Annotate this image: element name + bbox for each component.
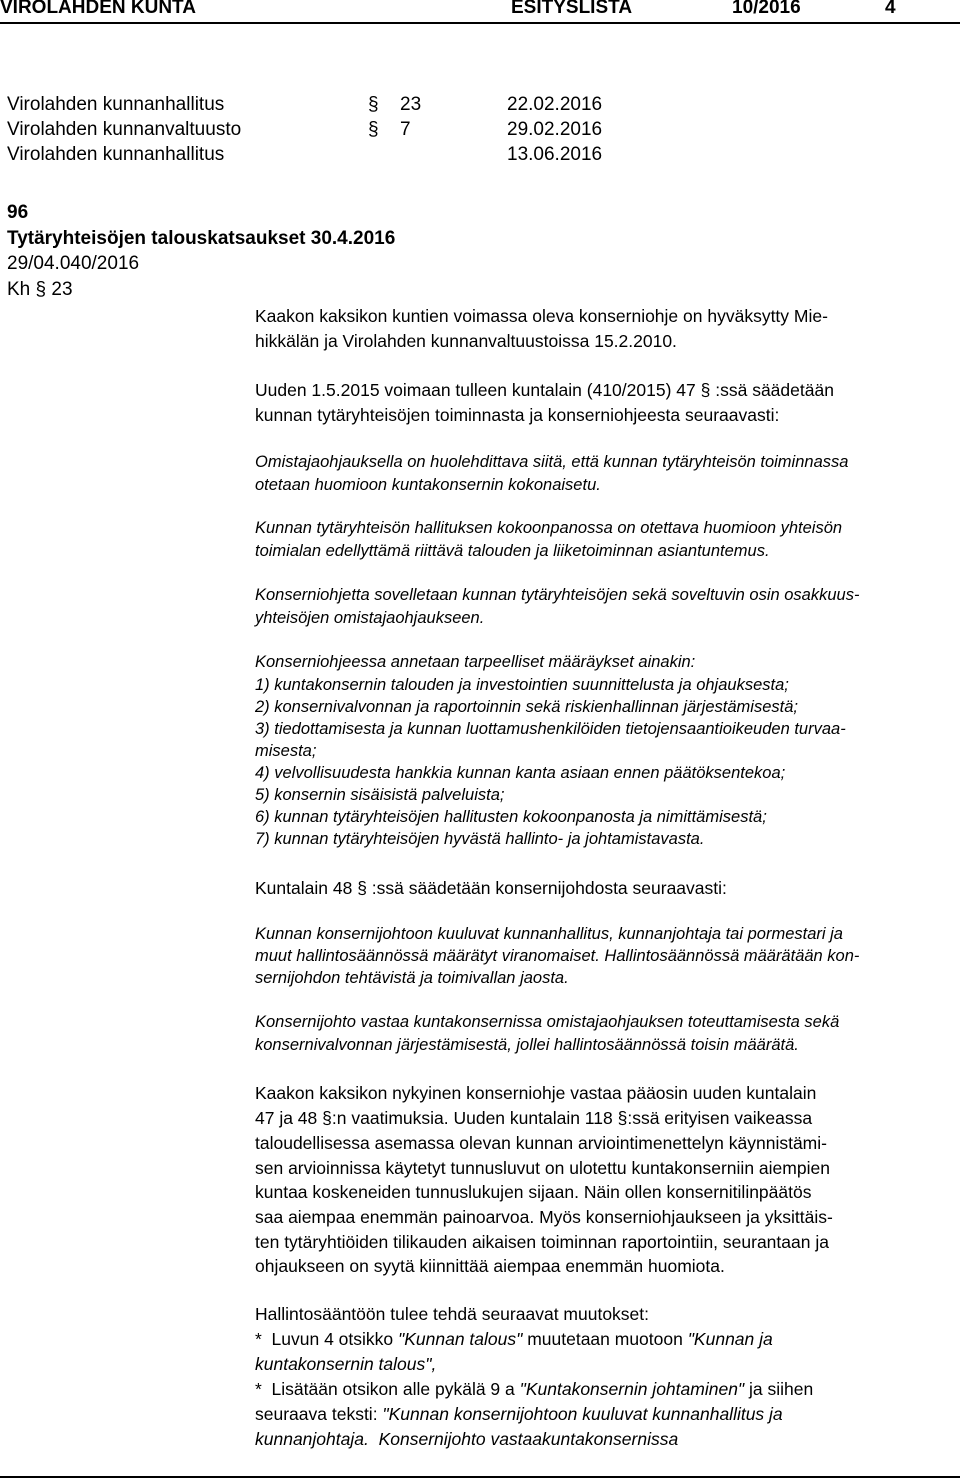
- p5-bullet-line: [255, 1404, 783, 1425]
- p4-line: kuntaa koskeneiden tunnuslukujen sijaan. Näin ollen konsernitilinpäätös: [255, 1182, 812, 1202]
- header-page-number: 4: [885, 0, 896, 18]
- quote-line: 2) konsernivalvonnan ja raportoinnin sekä riskienhallinnan järjestämisestä;: [255, 698, 798, 716]
- p2-line: kunnan tytäryhteisöjen toiminnasta ja konserniohjeesta seuraavasti:: [255, 405, 780, 425]
- meeting-date: 13.06.2016: [507, 144, 603, 165]
- p5-quoted-text: "Kunnan ja: [687, 1329, 773, 1349]
- meeting-body: Virolahden kunnanvaltuusto: [7, 119, 242, 140]
- paragraph-sign: §: [368, 119, 379, 140]
- p5-text: muutetaan muotoon: [522, 1329, 688, 1349]
- p4-line: ohjaukseen on syytä kiinnittää aiempaa enemmän huomiota.: [255, 1256, 725, 1276]
- quote-line: Kunnan tytäryhteisön hallituksen kokoonpanossa on otettava huomioon yhteisön: [255, 519, 843, 537]
- quote-line: Omistajaohjauksella on huolehdittava siitä, että kunnan tytäryhteisön toiminnassa: [255, 453, 849, 471]
- intro-line: Kaakon kaksikon kuntien voimassa oleva konserniohje on hyväksytty Mie-: [255, 306, 828, 326]
- p5-bullet-line: [255, 1429, 678, 1450]
- p5-bullet-line: [255, 1329, 773, 1350]
- quote-line: 5) konsernin sisäisistä palveluista;: [255, 786, 505, 804]
- quote-line: Konserniohjetta sovelletaan kunnan tytäryhteisöjen sekä soveltuvin osin osakkuus-: [255, 586, 860, 604]
- p4-text: 47 ja 48: [255, 1108, 318, 1128]
- quote-line: 4) velvollisuudesta hankkia kunnan kanta asiaan ennen päätöksentekoa;: [255, 764, 786, 782]
- quote-line: otetaan huomioon kuntakonsernin kokonaisetu.: [255, 476, 601, 494]
- paragraph-sign: §: [322, 1108, 332, 1128]
- quote-line: Konserniohjeessa annetaan tarpeelliset määräykset ainakin:: [255, 653, 696, 671]
- p5-quoted-text: "Kuntakonsernin johtaminen": [519, 1379, 745, 1399]
- kh-label: Kh: [7, 279, 31, 300]
- quote-line: misesta;: [255, 742, 317, 760]
- p5-text: * Lisätään otsikon alle pykälä 9 a: [255, 1379, 520, 1399]
- quote-line: 3) tiedottamisesta ja kunnan luottamushenkilöiden tietojensaantioikeuden turvaa-: [255, 720, 846, 738]
- header-doc-type: ESITYSLISTA: [511, 0, 633, 18]
- paragraph-sign: §: [700, 380, 711, 400]
- meeting-body: Virolahden kunnanhallitus: [7, 94, 225, 115]
- p5-bullet-line: [255, 1354, 436, 1375]
- p5-bullet-line: [255, 1379, 813, 1400]
- meeting-body: Virolahden kunnanhallitus: [7, 144, 225, 165]
- quote-line: sernijohdon tehtävistä ja toimivallan jaosta.: [255, 969, 569, 987]
- item-kh: [7, 279, 73, 301]
- p5-lead: Hallintosääntöön tulee tehdä seuraavat muutokset:: [255, 1304, 650, 1324]
- p2-text: Uuden 1.5.2015 voimaan tulleen kuntalain (410/2015) 47: [255, 380, 696, 400]
- quote-line: muut hallintosäännössä määrätyt viranomaiset. Hallintosäännössä määrätään kon-: [255, 947, 860, 965]
- p4-text: :n vaatimuksia. Uuden kuntalain 118: [331, 1108, 613, 1128]
- quote-line: 6) kunnan tytäryhteisöjen hallitusten kokoonpanosta ja nimittämisestä;: [255, 808, 767, 826]
- intro-line: hikkälän ja Virolahden kunnanvaltuustoissa 15.2.2010.: [255, 331, 677, 351]
- meeting-date: 29.02.2016: [507, 119, 603, 140]
- header-municipality: VIROLAHDEN KUNTA: [0, 0, 196, 18]
- quote-line: toimialan edellyttämä riittävä talouden ja liiketoiminnan asiantuntemus.: [255, 542, 770, 560]
- paragraph-sign: §: [368, 94, 379, 115]
- paragraph-sign: §: [35, 279, 47, 300]
- item-number: 96: [7, 202, 29, 223]
- p3-text: Kuntalain 48: [255, 878, 353, 898]
- p5-text: * Luvun 4 otsikko: [255, 1329, 398, 1349]
- p4-line: sen arvioinnissa käytetyt tunnusluvut on ulotettu kuntakonserniin aiempien: [255, 1158, 830, 1178]
- p3-line: [255, 878, 727, 899]
- p4-line: [255, 1108, 812, 1129]
- p5-text: ja siihen: [744, 1379, 814, 1399]
- p5-text: seuraava teksti:: [255, 1404, 383, 1424]
- meeting-date: 22.02.2016: [507, 94, 603, 115]
- p2-text: :ssä säädetään: [715, 380, 834, 400]
- header-rule: [0, 22, 960, 24]
- p4-line: saa aiempaa enemmän painoarvoa. Myös konserniohjaukseen ja yksittäis-: [255, 1207, 833, 1227]
- p5-quoted-text: "Kunnan talous": [398, 1329, 523, 1349]
- footer-rule: [0, 1476, 960, 1478]
- item-reference: 29/04.040/2016: [7, 253, 140, 274]
- quote-line: Kunnan konsernijohtoon kuuluvat kunnanhallitus, kunnanjohtaja tai pormestari ja: [255, 925, 843, 943]
- header-issue: 10/2016: [732, 0, 801, 18]
- paragraph-sign: §: [357, 878, 367, 898]
- meeting-paragraph: 23: [400, 94, 422, 115]
- p4-line: taloudellisessa asemassa olevan kunnan arviointimenettelyn käynnistämi-: [255, 1133, 827, 1153]
- p5-quoted-text: "Kunnan konsernijohtoon kuuluvat kunnanhallitus ja: [382, 1404, 783, 1424]
- p2-line: [255, 380, 834, 401]
- quote-line: konsernivalvonnan järjestämisestä, jollei hallintosäännössä toisin määrätä.: [255, 1036, 799, 1054]
- p5-quoted-text: kuntakonsernin talous",: [255, 1354, 437, 1374]
- item-title: Tytäryhteisöjen talouskatsaukset 30.4.2016: [7, 228, 396, 249]
- p4-text: :ssä erityisen vaikeassa: [627, 1108, 813, 1128]
- p4-line: ten tytäryhtiöiden tilikauden aikaisen toiminnan raportointiin, seurantaan ja: [255, 1232, 829, 1252]
- quote-line: 7) kunnan tytäryhteisöjen hyvästä hallinto- ja johtamistavasta.: [255, 830, 705, 848]
- quote-line: 1) kuntakonsernin talouden ja investointien suunnittelusta ja ohjauksesta;: [255, 676, 789, 694]
- p5-quoted-text: kunnanjohtaja. Konsernijohto vastaakuntakonsernissa: [255, 1429, 679, 1449]
- quote-line: Konsernijohto vastaa kuntakonsernissa omistajaohjauksen toteuttamisesta sekä: [255, 1013, 840, 1031]
- p3-text: :ssä säädetään konsernijohdosta seuraavasti:: [371, 878, 727, 898]
- paragraph-sign: §: [617, 1108, 628, 1128]
- meeting-paragraph: 7: [400, 119, 411, 140]
- kh-paragraph: 23: [51, 279, 73, 300]
- p4-line: Kaakon kaksikon nykyinen konserniohje vastaa pääosin uuden kuntalain: [255, 1083, 817, 1103]
- quote-line: yhteisöjen omistajaohjaukseen.: [255, 609, 485, 627]
